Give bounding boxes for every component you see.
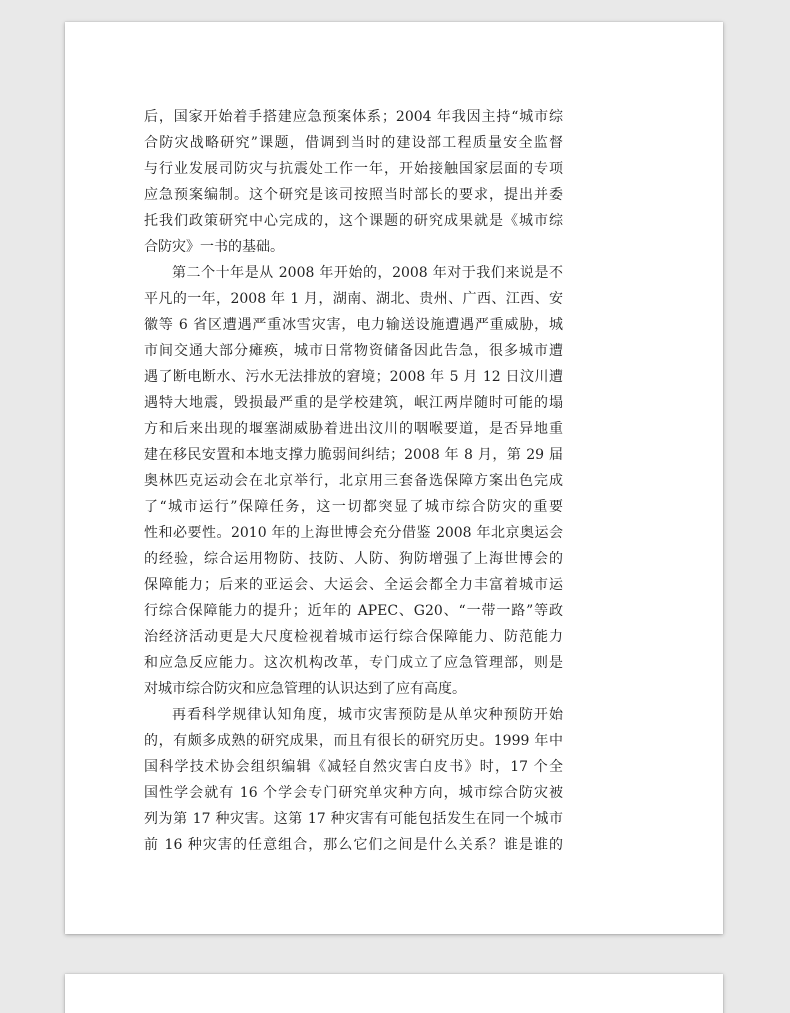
text-line: 后，国家开始着手搭建应急预案体系；2004 年我因主持“城市综	[144, 109, 563, 125]
text-line: 前 16 种灾害的任意组合，那么它们之间是什么关系？谁是谁的	[144, 837, 563, 853]
text-line: 国科学技术协会组织编辑《减轻自然灾害白皮书》时，17 个全	[144, 759, 563, 775]
text-line: 对城市综合防灾和应急管理的认识达到了应有高度。	[144, 681, 466, 697]
text-line: 遇了断电断水、污水无法排放的窘境；2008 年 5 月 12 日汶川遭	[144, 369, 563, 385]
text-line: 应急预案编制。这个研究是该司按照当时部长的要求，提出并委	[144, 187, 563, 203]
text-line: 平凡的一年，2008 年 1 月，湖南、湖北、贵州、广西、江西、安	[144, 291, 563, 307]
paragraph	[144, 260, 563, 702]
text-line: 保障能力；后来的亚运会、大运会、全运会都全力丰富着城市运	[144, 577, 563, 593]
page-text-block	[144, 104, 563, 858]
text-line: 再看科学规律认知角度，城市灾害预防是从单灾种预防开始	[172, 707, 563, 723]
paragraph	[144, 104, 563, 260]
text-line: 建在移民安置和本地支撑力脆弱间纠结；2008 年 8 月，第 29 届	[144, 447, 563, 463]
text-line: 列为第 17 种灾害。这第 17 种灾害有可能包括发生在同一个城市	[144, 811, 563, 827]
text-line: 和应急反应能力。这次机构改革，专门成立了应急管理部，则是	[144, 655, 563, 671]
text-line: 遇特大地震，毁损最严重的是学校建筑，岷江两岸随时可能的塌	[144, 395, 563, 411]
text-line: 合防灾战略研究”课题，借调到当时的建设部工程质量安全监督	[144, 135, 563, 151]
text-line: 方和后来出现的堰塞湖威胁着进出汶川的咽喉要道，是否异地重	[144, 421, 563, 437]
document-page	[65, 22, 723, 934]
text-line: 第二个十年是从 2008 年开始的，2008 年对于我们来说是不	[172, 265, 563, 281]
text-line: 市间交通大部分瘫痪，城市日常物资储备因此告急，很多城市遭	[144, 343, 563, 359]
text-line: 治经济活动更是大尺度检视着城市运行综合保障能力、防范能力	[144, 629, 563, 645]
text-line: 行综合保障能力的提升；近年的 APEC、G20、“一带一路”等政	[144, 603, 563, 619]
text-line: 托我们政策研究中心完成的，这个课题的研究成果就是《城市综	[144, 213, 563, 229]
text-line: 徽等 6 省区遭遇严重冰雪灾害，电力输送设施遭遇严重威胁，城	[144, 317, 563, 333]
next-document-page	[65, 974, 723, 1013]
text-line: 奥林匹克运动会在北京举行，北京用三套备选保障方案出色完成	[144, 473, 563, 489]
text-line: 性和必要性。2010 年的上海世博会充分借鉴 2008 年北京奥运会	[144, 525, 563, 541]
text-line: 合防灾》一书的基础。	[144, 239, 284, 255]
text-line: 国性学会就有 16 个学会专门研究单灾种方向，城市综合防灾被	[144, 785, 563, 801]
paragraph	[144, 702, 563, 858]
text-line: 的经验，综合运用物防、技防、人防、狗防增强了上海世博会的	[144, 551, 563, 567]
text-line: 了“城市运行”保障任务，这一切都突显了城市综合防灾的重要	[144, 499, 563, 515]
text-line: 与行业发展司防灾与抗震处工作一年，开始接触国家层面的专项	[144, 161, 563, 177]
text-line: 的，有颇多成熟的研究成果，而且有很长的研究历史。1999 年中	[144, 733, 563, 749]
